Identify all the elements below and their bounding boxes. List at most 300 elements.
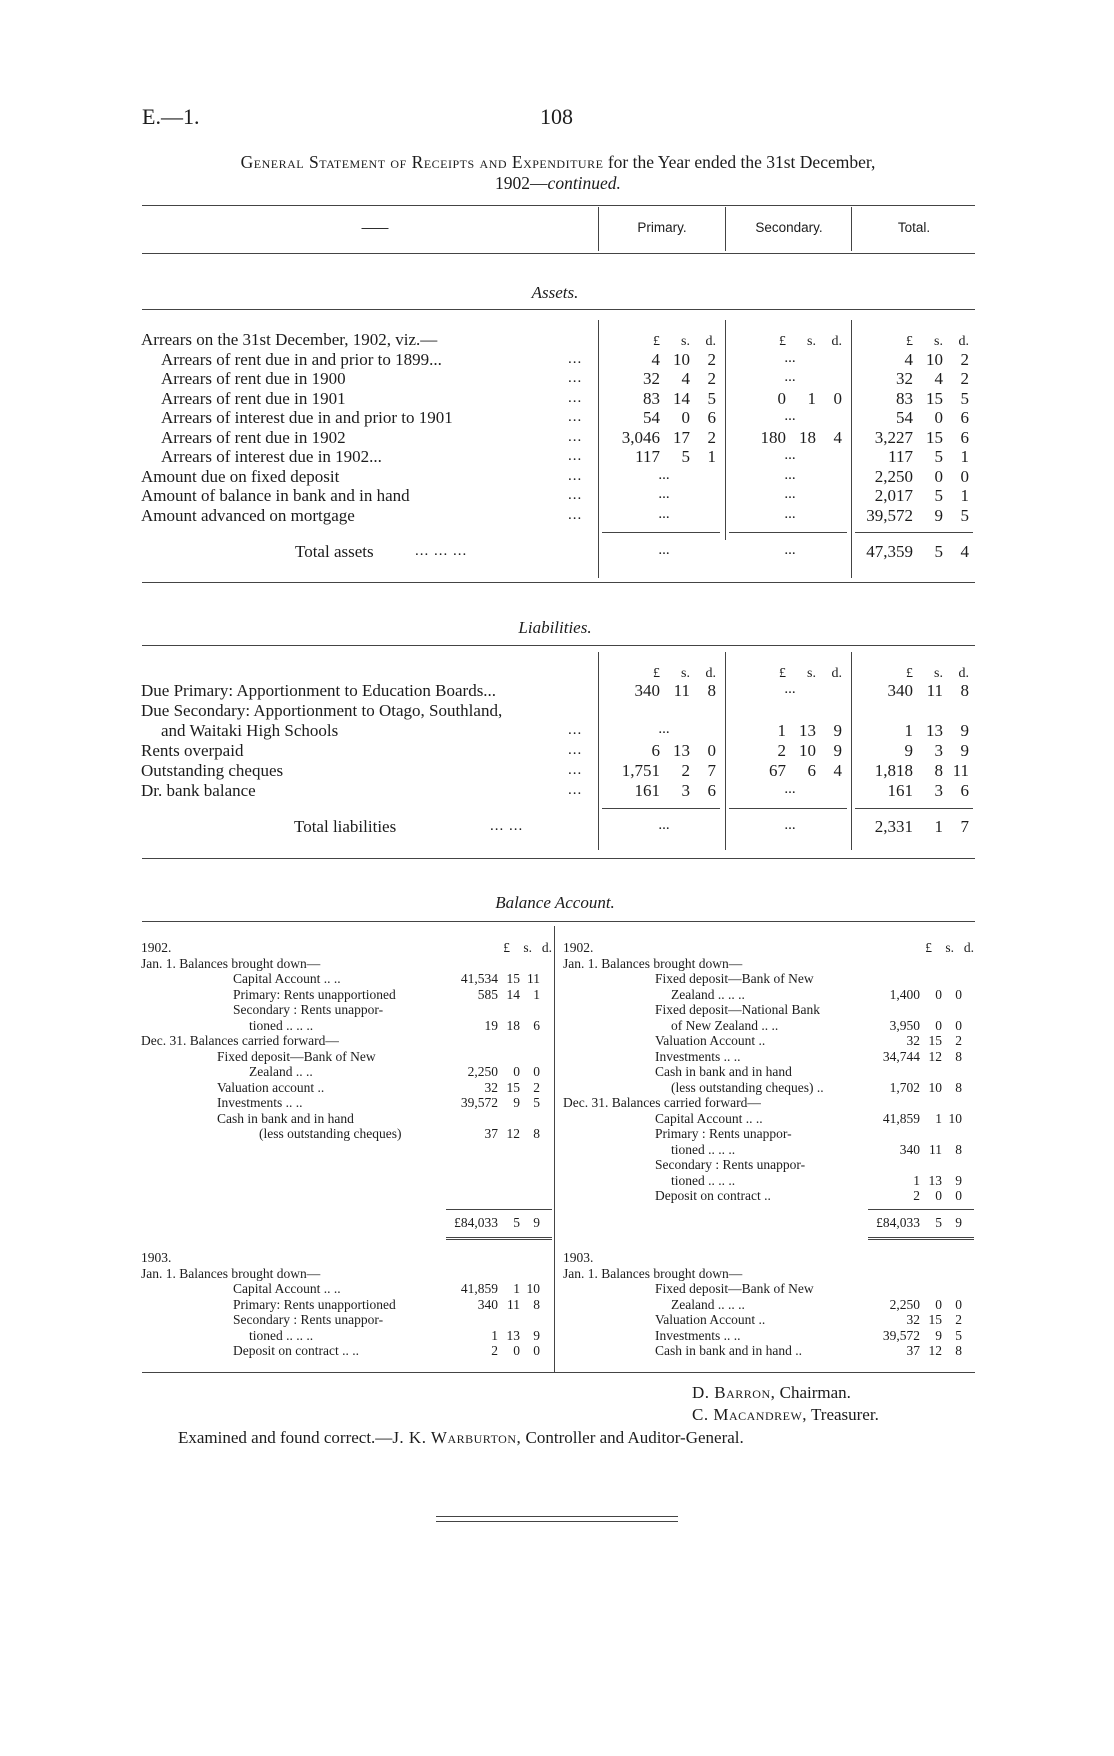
amount-pounds: £ [653, 666, 660, 681]
amount-shillings: 0 [935, 1017, 942, 1033]
amount-shillings: 14 [673, 388, 690, 408]
amount-pounds: 9 [904, 741, 913, 760]
currency-header [738, 666, 842, 682]
amount-pence: 5 [960, 388, 969, 408]
balance-left-label: Investments .. .. [217, 1095, 303, 1110]
signature-treasurer-name: C. Macandrew, [692, 1405, 808, 1424]
amount-shillings: 0 [935, 986, 942, 1002]
balance-right-1903-label: Valuation Account .. [655, 1312, 766, 1327]
amount-pounds: £ [906, 334, 913, 349]
column-divider [598, 320, 599, 578]
amount-pence: 9 [955, 1215, 962, 1230]
assets-total-amount [865, 428, 969, 447]
balance-left-1903-amount [446, 1343, 540, 1359]
liabilities-primary-amount [612, 681, 716, 700]
amount-pounds: 1,751 [621, 761, 660, 780]
column-divider [725, 652, 726, 850]
leader-dots: ... [568, 428, 583, 445]
title-rest: for the Year ended the 31st December, [607, 152, 876, 172]
amount-pence: d. [541, 940, 552, 955]
leader-dots: ... [568, 762, 583, 778]
amount-shillings: 18 [506, 1017, 520, 1033]
amount-pence: 0 [833, 388, 842, 408]
amount-pounds: 180 [760, 427, 786, 447]
assets-primary-amount [612, 389, 716, 408]
currency-header [612, 666, 716, 682]
balance-right-label: Fixed deposit—Bank of New [655, 971, 814, 986]
assets-secondary-amount-ellipsis: ... [784, 466, 796, 483]
column-header-secondary: Secondary. [755, 220, 823, 235]
assets-primary-amount-ellipsis: ... [658, 505, 670, 522]
liabilities-secondary-amount [738, 741, 842, 760]
amount-shillings: 10 [799, 741, 816, 760]
leader-dots: ... ... ... [415, 543, 468, 559]
assets-total-amount [865, 389, 969, 408]
assets-bottom-rule [142, 582, 975, 583]
assets-row-label: Arrears of interest due in and prior to 1901 [161, 408, 453, 427]
assets-row-label: Arrears of rent due in 1901 [161, 388, 346, 408]
amount-pence: 8 [707, 681, 716, 700]
column-header-primary: Primary. [637, 220, 687, 235]
balance-right-amount [868, 1018, 962, 1034]
balance-left-1903-label: Capital Account .. .. [233, 1281, 341, 1296]
subtotal-rule [729, 808, 847, 809]
amount-pence: 9 [533, 1215, 540, 1230]
amount-pounds: 161 [887, 781, 913, 800]
amount-pence: 1 [960, 447, 969, 466]
amount-pence: 11 [527, 971, 540, 986]
amount-pence: 11 [952, 761, 969, 780]
balance-left-1903-amount [446, 1297, 540, 1313]
balance-left-label: Cash in bank and in hand [217, 1110, 354, 1126]
liabilities-secondary-amount-ellipsis: ... [784, 681, 796, 697]
balance-right-1903-amount [868, 1343, 962, 1359]
currency-header [458, 940, 552, 956]
column-divider [851, 652, 852, 850]
balance-left-1903-amount [446, 1328, 540, 1344]
balance-left-1903-label: Jan. 1. Balances brought down— [141, 1265, 321, 1281]
liabilities-secondary-amount [738, 721, 842, 740]
leader-dots: ... [568, 389, 583, 406]
amount-pence: 4 [833, 427, 842, 447]
amount-pounds: 32 [906, 1312, 920, 1327]
balance-left-amount [446, 1080, 540, 1096]
amount-shillings: 8 [934, 761, 943, 780]
column-header-blank: —— [361, 220, 389, 235]
liabilities-primary-amount [612, 781, 716, 800]
amount-pounds: 2,250 [889, 1296, 920, 1312]
total-assets-amount [865, 542, 969, 561]
assets-heading: Assets. [531, 283, 579, 302]
amount-shillings: 10 [926, 349, 943, 369]
amount-pence: 9 [833, 741, 842, 760]
amount-shillings: 15 [926, 388, 943, 408]
leader-dots: ... [568, 742, 583, 758]
page-title [142, 152, 974, 194]
amount-shillings: s. [523, 940, 532, 955]
amount-pounds: 2,017 [874, 486, 913, 505]
amount-shillings: s. [807, 666, 816, 681]
liabilities-secondary-total-ellipsis: ... [784, 817, 796, 833]
balance-left-1903-label: tioned .. .. .. [249, 1327, 314, 1343]
amount-pence: 1 [707, 447, 716, 466]
amount-pence: 0 [533, 1343, 540, 1358]
currency-header [865, 666, 969, 682]
amount-shillings: s. [945, 940, 954, 955]
balance-right-amount [868, 987, 962, 1003]
amount-shillings: 11 [926, 681, 943, 700]
amount-shillings: 18 [799, 427, 816, 447]
ledger-total-rule-left [446, 1209, 552, 1210]
liabilities-total-amount [865, 721, 969, 740]
assets-total-amount [865, 369, 969, 388]
signature-chairman-role: Chairman. [775, 1383, 851, 1402]
amount-pence: 2 [955, 1033, 962, 1048]
amount-pounds: 1,702 [889, 1079, 920, 1095]
amount-pounds: £ [779, 666, 786, 681]
balance-center-divider [554, 926, 555, 1372]
balance-right-1903-label: Jan. 1. Balances brought down— [563, 1265, 743, 1281]
amount-shillings: 9 [513, 1095, 520, 1110]
currency-header [865, 334, 969, 350]
assets-secondary-amount-ellipsis: ... [784, 447, 796, 463]
amount-shillings: 12 [928, 1048, 942, 1064]
amount-pence: 8 [955, 1079, 962, 1095]
balance-right-amount [868, 1142, 962, 1158]
balance-left-amount [446, 971, 540, 987]
signature-chairman-name: D. Barron, [692, 1383, 776, 1402]
assets-secondary-total-ellipsis: ... [784, 542, 796, 558]
currency-header [612, 334, 716, 350]
leader-dots: ... [568, 448, 583, 464]
liabilities-heading: Liabilities. [518, 618, 592, 637]
assets-secondary-amount-ellipsis: ... [784, 505, 796, 522]
amount-shillings: 4 [681, 369, 690, 388]
amount-shillings: 14 [506, 986, 520, 1002]
amount-pence: d. [831, 666, 842, 681]
amount-pounds: £ [503, 940, 510, 955]
assets-secondary-amount [738, 389, 842, 408]
amount-shillings: 17 [673, 427, 690, 447]
amount-shillings: 15 [506, 971, 520, 986]
assets-total-amount [865, 408, 969, 427]
liabilities-primary-amount [612, 741, 716, 760]
balance-left-amount [446, 1064, 540, 1080]
amount-shillings: 0 [513, 1064, 520, 1079]
liabilities-row-label: Due Secondary: Apportionment to Otago, Southland, [141, 701, 503, 720]
balance-left-1903-label: Secondary : Rents unappor- [233, 1312, 384, 1327]
amount-shillings: s. [934, 666, 943, 681]
amount-pence: d. [705, 334, 716, 349]
auditor-pre: Examined and found correct.— [178, 1428, 393, 1447]
amount-pence: d. [958, 334, 969, 349]
amount-pence: 5 [960, 505, 969, 525]
balance-right-1903-label: Investments .. .. [655, 1327, 741, 1343]
signature-chairman [692, 1383, 851, 1403]
amount-pence: 7 [707, 761, 716, 780]
assets-primary-amount [612, 428, 716, 447]
amount-pounds: £ [779, 334, 786, 349]
amount-pounds: 67 [769, 761, 786, 780]
balance-left-1903-label: Primary: Rents unapportioned [233, 1296, 396, 1312]
amount-pounds: 340 [477, 1296, 498, 1312]
amount-pounds: 1 [913, 1172, 920, 1188]
amount-pence: 8 [955, 1141, 962, 1157]
amount-pence: 10 [948, 1110, 962, 1126]
amount-shillings: 5 [934, 486, 943, 505]
amount-pounds: 54 [896, 408, 913, 427]
amount-pounds: 3,046 [621, 427, 660, 447]
amount-shillings: 13 [926, 721, 943, 740]
amount-pence: 1 [960, 486, 969, 505]
assets-secondary-amount-ellipsis: ... [784, 408, 796, 424]
amount-pence: 6 [960, 427, 969, 447]
assets-primary-amount [612, 447, 716, 466]
liabilities-secondary-amount-ellipsis: ... [784, 781, 796, 797]
amount-pence: 9 [955, 1172, 962, 1188]
amount-pounds: 2 [913, 1188, 920, 1203]
balance-right-label: Jan. 1. Balances brought down— [563, 955, 743, 971]
amount-shillings: s. [807, 334, 816, 349]
liabilities-bottom-rule [142, 858, 975, 859]
amount-pounds: 1 [904, 721, 913, 740]
amount-pounds: 47,359 [866, 542, 913, 561]
amount-pence: d. [705, 666, 716, 681]
amount-pence: 1 [533, 986, 540, 1002]
amount-shillings: 10 [673, 349, 690, 369]
amount-pounds: 2 [491, 1343, 498, 1358]
auditor-certification [178, 1428, 744, 1448]
balance-right-1903-label: 1903. [563, 1250, 594, 1265]
amount-pounds: 4 [651, 349, 660, 369]
liabilities-row-label: Due Primary: Apportionment to Education Boards... [141, 681, 497, 700]
liabilities-primary-total-ellipsis: ... [658, 817, 670, 833]
amount-pounds: 39,572 [866, 505, 913, 525]
balance-right-label: Valuation Account .. [655, 1033, 766, 1048]
balance-right-amount [868, 1111, 962, 1127]
amount-shillings: s. [934, 334, 943, 349]
amount-pounds: 2,250 [874, 466, 913, 486]
amount-pence: 7 [960, 817, 969, 836]
balance-left-amount [446, 1018, 540, 1034]
assets-row-label: Arrears of rent due in 1900 [161, 369, 346, 388]
amount-shillings: 13 [799, 721, 816, 740]
assets-secondary-amount-ellipsis: ... [784, 369, 796, 385]
amount-shillings: 13 [673, 741, 690, 760]
amount-pounds: 117 [635, 447, 660, 466]
balance-left-1903-amount [446, 1281, 540, 1297]
amount-pounds: 39,572 [460, 1095, 498, 1110]
assets-primary-amount-ellipsis: ... [658, 486, 670, 502]
amount-shillings: 1 [935, 1110, 942, 1126]
amount-pence: 9 [960, 721, 969, 740]
assets-total-amount [865, 350, 969, 369]
balance-right-label: Investments .. .. [655, 1048, 741, 1064]
liabilities-total-amount [865, 681, 969, 700]
assets-primary-amount [612, 369, 716, 388]
amount-pounds: 1,400 [889, 986, 920, 1002]
amount-shillings: 13 [928, 1172, 942, 1188]
amount-pence: 0 [955, 1296, 962, 1312]
amount-pounds: 1 [777, 721, 786, 740]
amount-pounds: 2,331 [874, 817, 913, 836]
balance-left-label: Zealand .. .. [249, 1064, 313, 1079]
liabilities-secondary-amount [738, 761, 842, 780]
subtotal-rule [602, 532, 720, 533]
balance-left-label: Secondary : Rents unappor- [233, 1002, 384, 1017]
amount-pence: 0 [955, 1017, 962, 1033]
ledger-total-rule-right [868, 1209, 974, 1210]
assets-primary-amount [612, 408, 716, 427]
balance-right-label: of New Zealand .. .. [671, 1017, 779, 1033]
amount-shillings: 0 [681, 408, 690, 427]
balance-right-total [868, 1215, 962, 1231]
liabilities-row-label: Dr. bank balance [141, 781, 256, 800]
liabilities-row-label: Rents overpaid [141, 741, 244, 760]
amount-pence: 6 [960, 781, 969, 800]
assets-secondary-amount-ellipsis: ... [784, 349, 796, 366]
balance-right-label: Deposit on contract .. [655, 1188, 771, 1203]
amount-shillings: 15 [926, 427, 943, 447]
column-divider [725, 320, 726, 540]
amount-shillings: 1 [513, 1281, 520, 1296]
balance-right-amount [868, 1080, 962, 1096]
amount-pence: 4 [833, 761, 842, 780]
amount-pence: 9 [960, 741, 969, 760]
amount-pence: d. [963, 940, 974, 955]
amount-pounds: 39,572 [882, 1327, 920, 1343]
leader-dots: ... [568, 370, 583, 386]
amount-pounds: 340 [634, 681, 660, 700]
balance-left-amount [446, 1126, 540, 1142]
amount-pence: 8 [955, 1048, 962, 1064]
amount-pounds: 41,859 [460, 1281, 498, 1296]
amount-pounds: 41,859 [882, 1110, 920, 1126]
amount-pounds: 32 [643, 369, 660, 388]
assets-total-amount [865, 467, 969, 486]
amount-shillings: 0 [934, 408, 943, 427]
total-liabilities-amount [865, 817, 969, 836]
balance-left-label: Fixed deposit—Bank of New [217, 1048, 376, 1064]
amount-shillings: 3 [934, 781, 943, 800]
amount-pounds: 340 [899, 1141, 920, 1157]
amount-shillings: 12 [928, 1343, 942, 1358]
balance-left-1903-label: 1903. [141, 1250, 172, 1265]
amount-pounds: 6 [651, 741, 660, 760]
currency-header [880, 940, 974, 956]
balance-left-label: Valuation account .. [217, 1079, 325, 1095]
amount-shillings: 5 [935, 1215, 942, 1230]
balance-right-1903-amount [868, 1312, 962, 1328]
amount-pounds: 3,950 [889, 1017, 920, 1033]
amount-pence: 2 [533, 1079, 540, 1095]
balance-left-amount [446, 987, 540, 1003]
balance-right-amount [868, 1033, 962, 1049]
amount-shillings: 0 [935, 1296, 942, 1312]
amount-pence: 0 [955, 986, 962, 1002]
assets-row-label: Amount of balance in bank and in hand [141, 486, 410, 505]
assets-row-label: Amount due on fixed deposit [141, 466, 340, 486]
amount-pence: 0 [960, 466, 969, 486]
amount-shillings: 9 [935, 1327, 942, 1343]
amount-pence: 10 [526, 1281, 540, 1296]
assets-total-amount [865, 506, 969, 525]
amount-pence: 2 [707, 427, 716, 447]
amount-shillings: s. [681, 334, 690, 349]
balance-left-label: Dec. 31. Balances carried forward— [141, 1033, 339, 1048]
amount-pounds: 32 [484, 1079, 498, 1095]
document-reference: E.—1. [142, 104, 200, 129]
balance-left-total [446, 1215, 540, 1231]
amount-pounds: 0 [777, 388, 786, 408]
amount-pence: 2 [707, 349, 716, 369]
leader-dots: ... ... [490, 818, 524, 834]
assets-secondary-amount [738, 428, 842, 447]
balance-left-label: 1902. [141, 940, 172, 955]
amount-pence: 8 [955, 1343, 962, 1358]
balance-right-label: Capital Account .. .. [655, 1110, 763, 1126]
amount-shillings: 0 [513, 1343, 520, 1358]
total-assets-label: Total assets [295, 542, 374, 561]
amount-pounds: £ [906, 666, 913, 681]
amount-shillings: 11 [507, 1296, 520, 1312]
balance-right-1903-label: Fixed deposit—Bank of New [655, 1281, 814, 1296]
subtotal-rule [855, 532, 973, 533]
amount-pounds: 3,227 [874, 427, 913, 447]
amount-pence: 2 [960, 369, 969, 388]
amount-shillings: 1 [934, 817, 943, 836]
balance-right-label: Primary : Rents unappor- [655, 1126, 792, 1141]
amount-pence: 4 [960, 542, 969, 561]
assets-row-label: Arrears on the 31st December, 1902, viz.— [141, 330, 438, 349]
amount-pence: 6 [707, 781, 716, 800]
column-divider [598, 652, 599, 850]
balance-right-1903-amount [868, 1297, 962, 1313]
amount-shillings: 10 [928, 1079, 942, 1095]
balance-left-label: Capital Account .. .. [233, 971, 341, 986]
balance-bottom-rule [142, 1372, 975, 1373]
amount-pounds: 2,250 [467, 1064, 498, 1079]
amount-shillings: 15 [928, 1312, 942, 1327]
amount-pounds: 41,534 [460, 971, 498, 986]
leader-dots: ... [568, 467, 583, 484]
amount-pence: 5 [533, 1095, 540, 1110]
assets-total-amount [865, 447, 969, 466]
amount-shillings: 11 [929, 1141, 942, 1157]
amount-shillings: 5 [934, 447, 943, 466]
balance-right-amount [868, 1188, 962, 1204]
leader-dots: ... [568, 409, 583, 425]
balance-right-label: Fixed deposit—National Bank [655, 1002, 820, 1017]
amount-pence: d. [831, 334, 842, 349]
end-rule [436, 1521, 678, 1522]
assets-primary-amount [612, 350, 716, 369]
liabilities-total-amount [865, 741, 969, 760]
amount-shillings: 11 [673, 681, 690, 700]
subtotal-rule [855, 808, 973, 809]
amount-pence: 2 [955, 1312, 962, 1327]
amount-pence: 0 [955, 1188, 962, 1203]
auditor-name: J. K. Warburton, [392, 1428, 522, 1447]
assets-row-label: Amount advanced on mortgage [141, 505, 355, 525]
amount-shillings: 5 [681, 447, 690, 466]
amount-pence: 9 [533, 1327, 540, 1343]
liabilities-rule [142, 645, 975, 646]
balance-right-label: 1902. [563, 940, 594, 955]
amount-shillings: 12 [506, 1126, 520, 1141]
balance-left-1903-label: Deposit on contract .. .. [233, 1343, 359, 1358]
amount-pounds: 54 [643, 408, 660, 427]
